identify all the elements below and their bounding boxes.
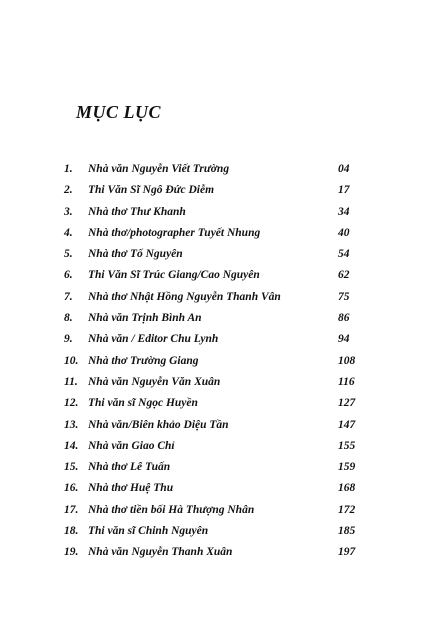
toc-entry-title: Nhà văn/Biên khảo Diệu Tần [88,418,229,431]
toc-entry-number: 7. [64,290,73,303]
toc-entry-title: Nhà văn Nguyễn Viết Trường [88,163,230,175]
toc-entry [64,355,364,376]
toc-entry [64,269,364,290]
toc-entry [64,440,364,461]
toc-entry-number: 11. [64,375,78,388]
toc-entry-number: 9. [64,333,73,346]
toc-entry-number: 3. [64,205,73,218]
toc-entry-page: 62 [338,269,350,282]
toc-entry-number: 2. [64,184,73,197]
toc-entry [64,482,364,503]
toc-entry [64,291,364,312]
toc-entry [64,525,364,546]
toc-entry-page: 159 [338,461,356,474]
toc-entry [64,397,364,418]
toc-entry-number: 18. [64,525,79,538]
toc-entry [64,206,364,227]
toc-entry-page: 17 [338,184,350,197]
toc-entry-page: 147 [338,418,356,431]
toc-entry-page: 155 [338,439,356,452]
toc-entry-title: Nhà thơ Tố Nguyên [88,248,183,261]
toc-entry-title: Nhà văn / Editor Chu Lynh [88,333,219,346]
toc-entry-number: 6. [64,269,73,282]
toc-entry-title: Thi Văn Sĩ Ngô Đức Diễm [88,184,215,197]
toc-entry-number: 17. [64,503,79,516]
toc-entry [64,333,364,354]
toc-entry [64,376,364,397]
toc-entry-page: 75 [338,290,350,303]
toc-entry-page: 116 [338,375,355,388]
toc-entry [64,248,364,269]
toc-entry-page: 108 [338,354,356,367]
toc-entry-page: 40 [338,226,350,239]
toc-entry-page: 185 [338,525,356,538]
toc-entry-title: Thi Văn Sĩ Trúc Giang/Cao Nguyên [88,269,260,282]
toc-entry-page: 34 [338,205,350,218]
toc-entry [64,546,364,567]
toc-entry-title: Nhà thơ tiền bối Hà Thượng Nhân [88,503,255,516]
toc-entry-number: 12. [64,397,79,410]
toc-entry-title: Nhà thơ/photographer Tuyết Nhung [88,226,261,239]
toc-entry-number: 13. [64,418,79,431]
toc-entry-page: 04 [338,163,350,175]
toc-entry-number: 15. [64,461,79,474]
toc-entry-page: 168 [338,482,356,495]
toc-entry-title: Thi văn sĩ Chinh Nguyên [88,525,209,538]
toc-entry-page: 86 [338,312,350,325]
toc-entry-number: 19. [64,546,79,559]
toc-entry-number: 8. [64,312,73,325]
toc-heading: MỤC LỤC [76,102,162,122]
toc-entry-title: Thi văn sĩ Ngọc Huyền [88,397,198,410]
toc-entry-page: 54 [338,248,350,261]
toc-entry-number: 16. [64,482,79,495]
toc-entry-title: Nhà văn Nguyễn Văn Xuân [88,375,221,388]
toc-entry-number: 10. [64,354,79,367]
toc-entry [64,419,364,440]
toc-entry-title: Nhà thơ Trường Giang [88,354,199,367]
toc-entry [64,504,364,525]
toc-entry-title: Nhà thơ Nhật Hồng Nguyễn Thanh Vân [88,290,281,303]
toc-entry-title: Nhà văn Nguyễn Thanh Xuân [88,546,233,559]
toc-entry-title: Nhà thơ Huệ Thu [88,482,174,495]
toc-entry [64,312,364,333]
toc-entry-title: Nhà thơ Lê Tuấn [88,461,171,474]
toc-entry-number: 14. [64,439,79,452]
toc-entry [64,163,364,184]
toc-entry [64,184,364,205]
toc-entry-number: 1. [64,163,73,175]
toc-entry-title: Nhà thơ Thư Khanh [88,205,186,218]
toc-entry-page: 197 [338,546,356,559]
toc-entry [64,461,364,482]
toc-entry-number: 5. [64,248,73,261]
toc-entry-number: 4. [64,226,73,239]
toc-entry-page: 172 [338,503,356,516]
toc-entry [64,227,364,248]
toc-entry-page: 127 [338,397,356,410]
toc-entry-title: Nhà văn Giao Chỉ [88,439,175,452]
toc-entry-page: 94 [338,333,350,346]
toc-list [64,163,364,568]
toc-entry-title: Nhà văn Trịnh Bình An [88,312,202,325]
